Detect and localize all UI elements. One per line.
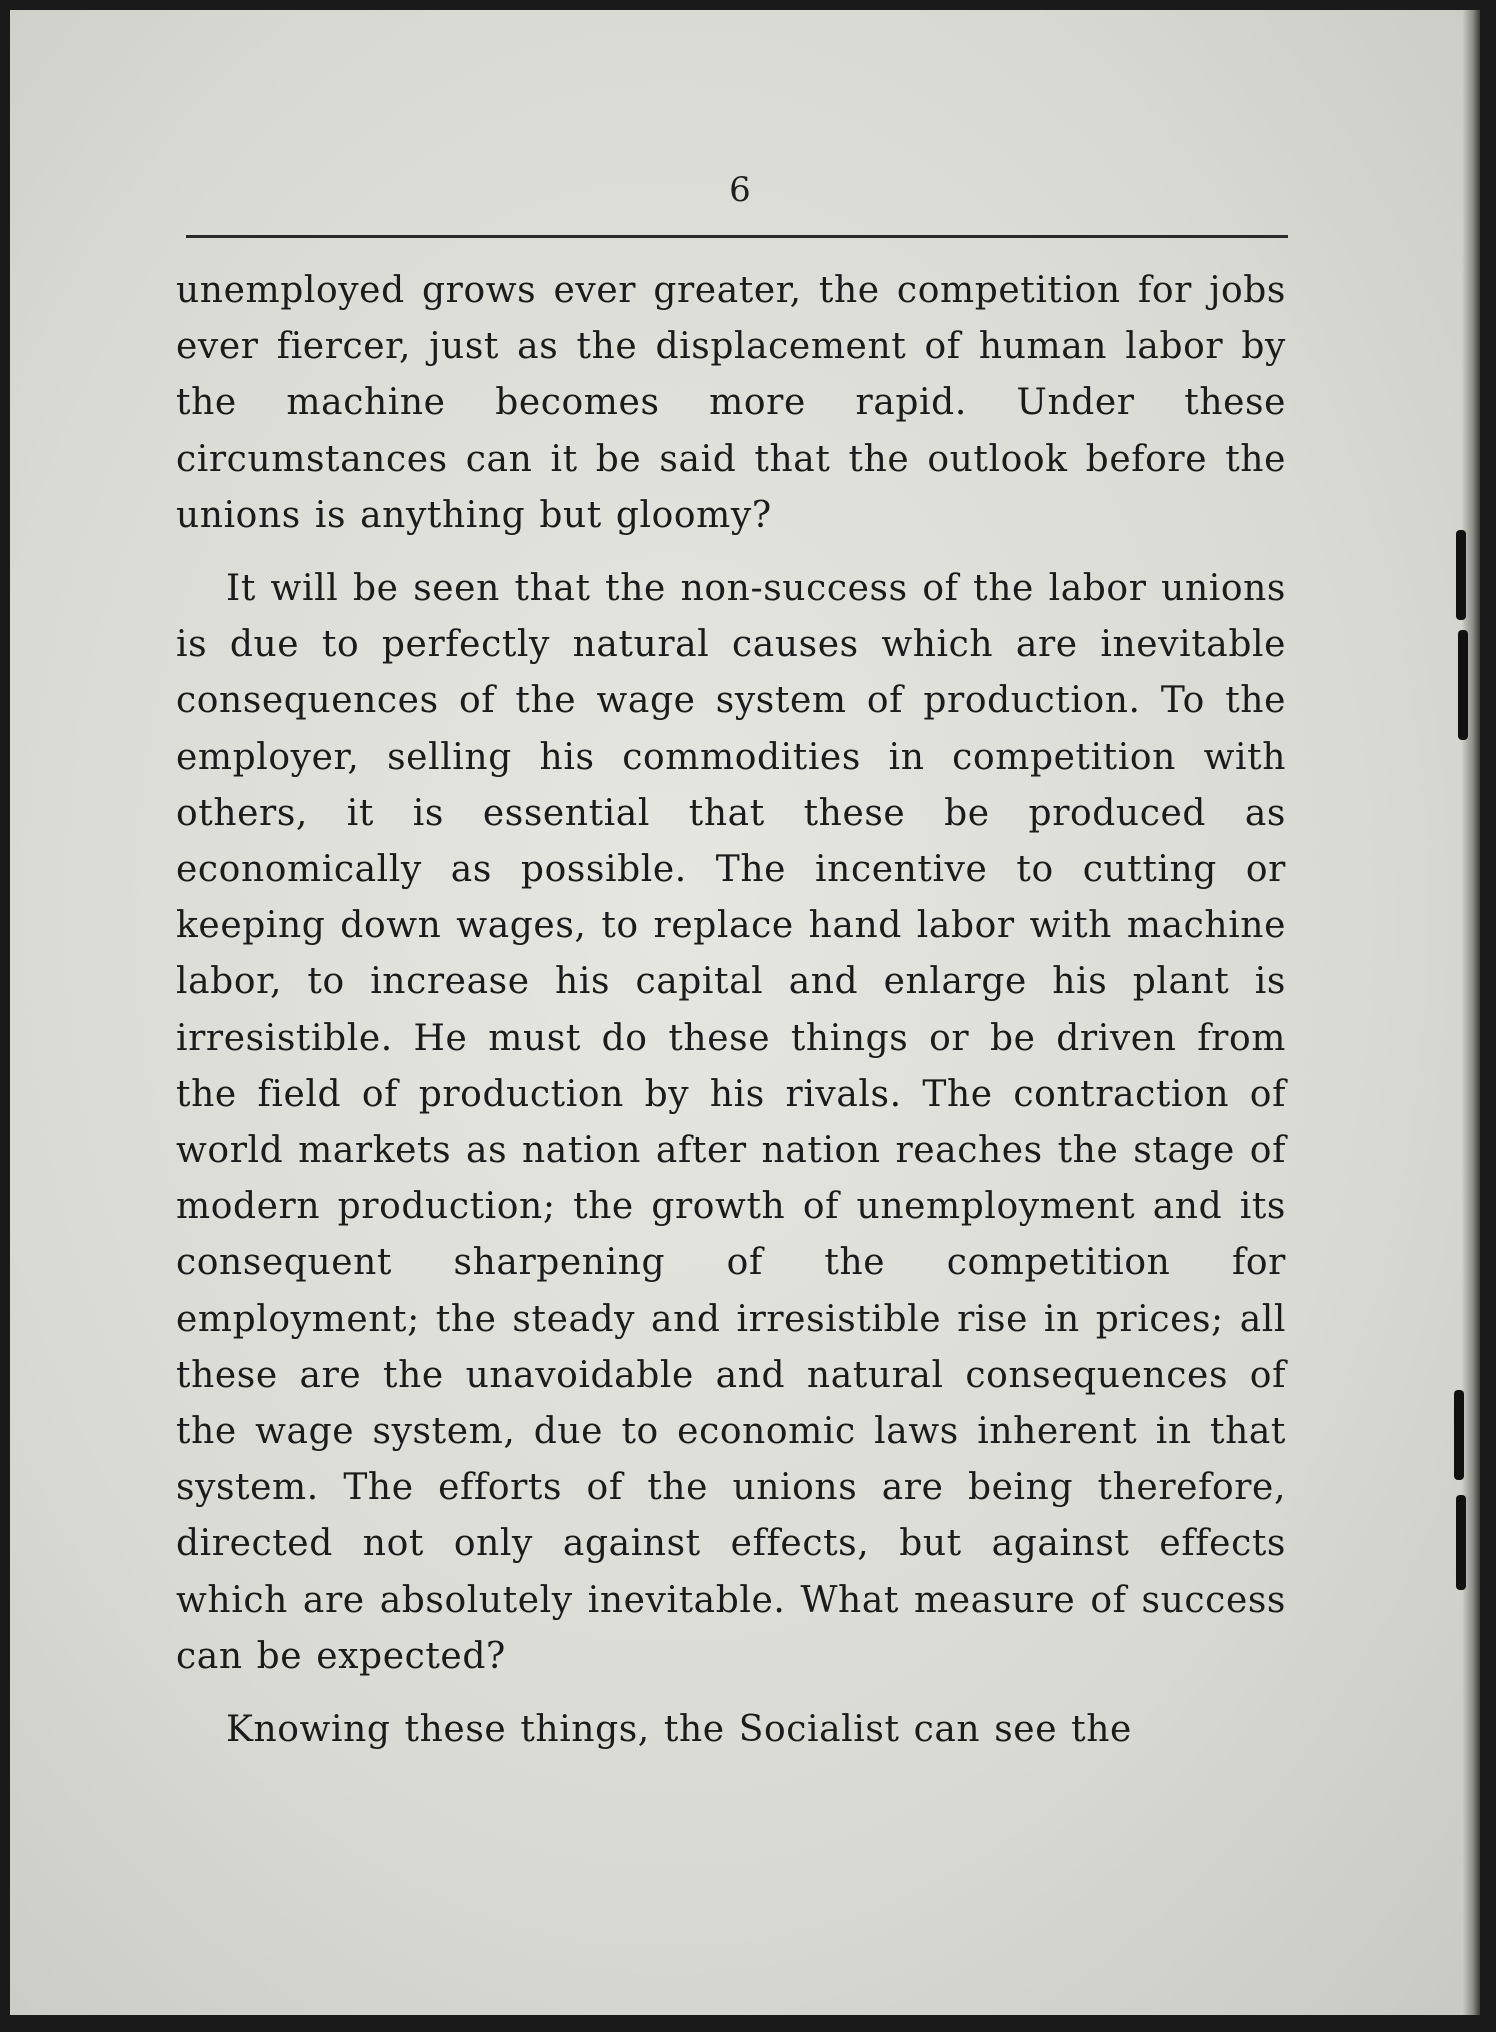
book-page xyxy=(10,10,1480,2015)
paragraph: Knowing these things, the Socialist can see the xyxy=(226,1709,1132,1751)
body-text xyxy=(176,263,1286,1758)
binding-mark xyxy=(1456,530,1466,620)
paragraph-continuation: unemployed grows ever greater, the competition for jobs ever fiercer, just as the displacement of human labor by the machine becomes more rapid. Under these circumstances can it be said that the outlook before the unions is anything but gloomy? xyxy=(176,270,1286,536)
page-edge-shadow xyxy=(1462,10,1480,2015)
page-number: 6 xyxy=(729,170,751,210)
binding-mark xyxy=(1458,630,1468,740)
header-rule xyxy=(186,235,1288,238)
paragraph: It will be seen that the non-success of the labor unions is due to perfectly natural causes which are inevitable consequences of the wage system of production. To the employer, selling his commodities in competition with others, it is essential that these be produced as economically as possible. The incentive to cutting or keeping down wages, to replace hand labor with machine labor, to increase his capital and enlarge his plant is irresistible. He must do these things or be driven from the field of production by his rivals. The contraction of world markets as nation after nation reaches the stage of modern production; the growth of unemployment and its consequent sharpening of the competition for employment; the steady and irresistible rise in prices; all these are the unavoidable and natural consequences of the wage system, due to economic laws inherent in that system. The efforts of the unions are being therefore, directed not only against effects, but against effects which are absolutely inevitable. What measure of success can be expected? xyxy=(176,568,1286,1677)
binding-mark xyxy=(1454,1390,1464,1480)
binding-mark xyxy=(1456,1495,1466,1590)
